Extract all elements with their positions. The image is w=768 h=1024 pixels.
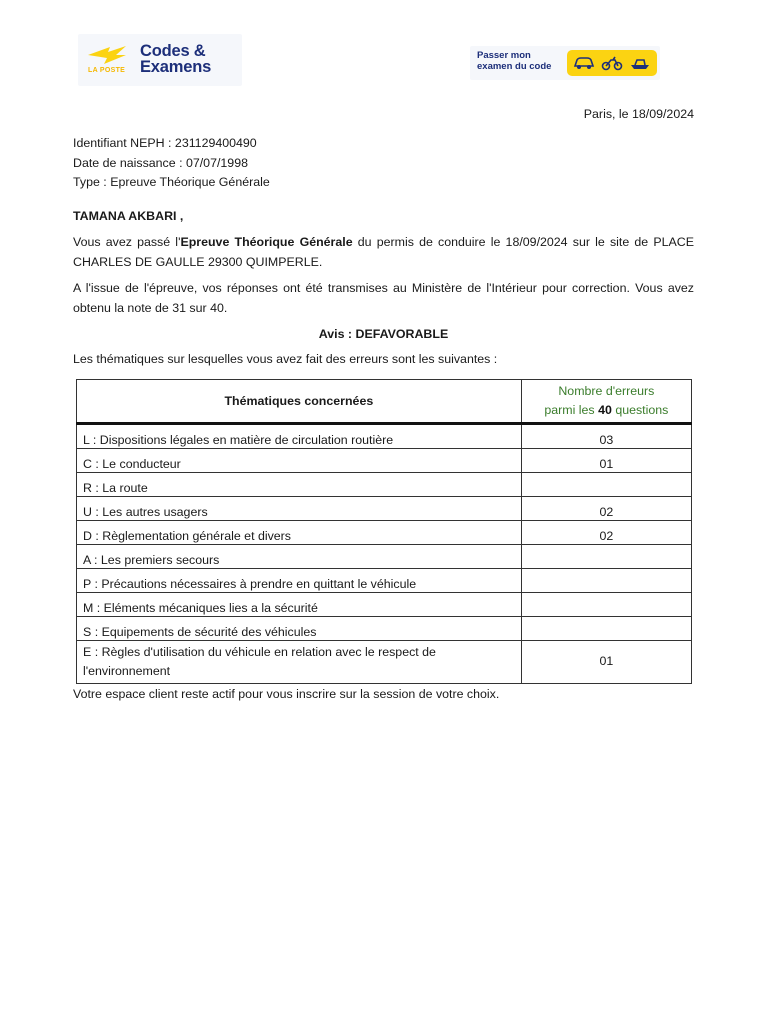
count-cell [521,473,691,497]
header-count [521,380,691,424]
la-poste-label: LA POSTE [88,67,126,74]
table-row [77,497,692,521]
motorbike-icon [601,54,623,72]
exam-type: Type : Epreuve Théorique Générale [73,175,270,189]
count-cell: 03 [521,424,691,449]
exam-paragraph [73,233,694,272]
tagline-line-1: Passer mon [477,50,531,61]
count-cell: 01 [521,641,691,684]
theme-cell: P : Précautions nécessaires à prendre en quittant le véhicule [77,569,522,593]
table-row [77,473,692,497]
header-count-post: questions [611,403,669,417]
table-row [77,593,692,617]
theme-cell: L : Dispositions légales en matière de circulation routière [77,424,522,449]
vehicle-icons-pill [567,50,657,76]
table-row [77,617,692,641]
letter-date: Paris, le 18/09/2024 [583,107,694,121]
identification-block [73,134,270,193]
header-count-total: 40 [598,403,612,417]
exam-name-bold: Epreuve Théorique Générale [180,235,353,249]
codes-examens-logo [78,34,242,86]
theme-cell: C : Le conducteur [77,449,522,473]
exam-paragraph-start: Vous avez passé l' [73,235,181,249]
header-count-pre: parmi les [544,403,599,417]
theme-cell: E : Règles d'utilisation du véhicule en relation avec le respect de l'environnement [77,641,522,684]
table-header-row [77,380,692,424]
count-cell: 01 [521,449,691,473]
theme-cell: S : Equipements de sécurité des véhicules [77,617,522,641]
exam-banner-tagline [477,50,551,72]
header-count-line-1: Nombre d'erreurs [558,384,655,398]
brand-name [140,43,211,75]
recipient-name: TAMANA AKBARI , [73,209,184,223]
closing-note: Votre espace client reste actif pour vous inscrire sur la session de votre choix. [73,687,500,701]
header-count-line-2 [522,401,691,420]
theme-cell: M : Eléments mécaniques lies a la sécurité [77,593,522,617]
header-theme: Thématiques concernées [77,380,522,424]
table-row [77,569,692,593]
exam-banner [470,46,660,80]
car-icon [573,54,595,72]
verdict: Avis : DEFAVORABLE [318,327,449,341]
errors-table [76,379,692,684]
count-cell [521,545,691,569]
count-cell: 02 [521,521,691,545]
theme-cell: R : La route [77,473,522,497]
brand-line-2: Examens [140,58,212,76]
neph-id: Identifiant NEPH : 231129400490 [73,136,257,150]
birth-date: Date de naissance : 07/07/1998 [73,155,248,170]
count-cell [521,569,691,593]
count-cell: 02 [521,497,691,521]
theme-cell: D : Règlementation générale et divers [77,521,522,545]
brand-line-1: Codes & [140,42,206,60]
la-poste-bird-icon [86,43,130,67]
theme-cell: A : Les premiers secours [77,545,522,569]
table-row [77,641,692,684]
count-cell [521,593,691,617]
table-row [77,521,692,545]
result-paragraph: A l'issue de l'épreuve, vos réponses ont été transmises au Ministère de l'Intérieur pour correction. Vous avez obtenu la note de 31 sur 40. [73,281,694,315]
tagline-line-2: examen du code [477,61,552,72]
theme-cell: U : Les autres usagers [77,497,522,521]
table-row [77,449,692,473]
count-cell [521,617,691,641]
table-row [77,424,692,449]
boat-icon [629,54,651,72]
table-row [77,545,692,569]
themes-intro: Les thématiques sur lesquelles vous avez fait des erreurs sont les suivantes : [73,352,498,366]
exam-paragraph-end: du permis de conduire le 18/09/2024 sur le site de PLACE CHARLES DE GAULLE 29300 QUIMPERLE. [73,235,694,269]
